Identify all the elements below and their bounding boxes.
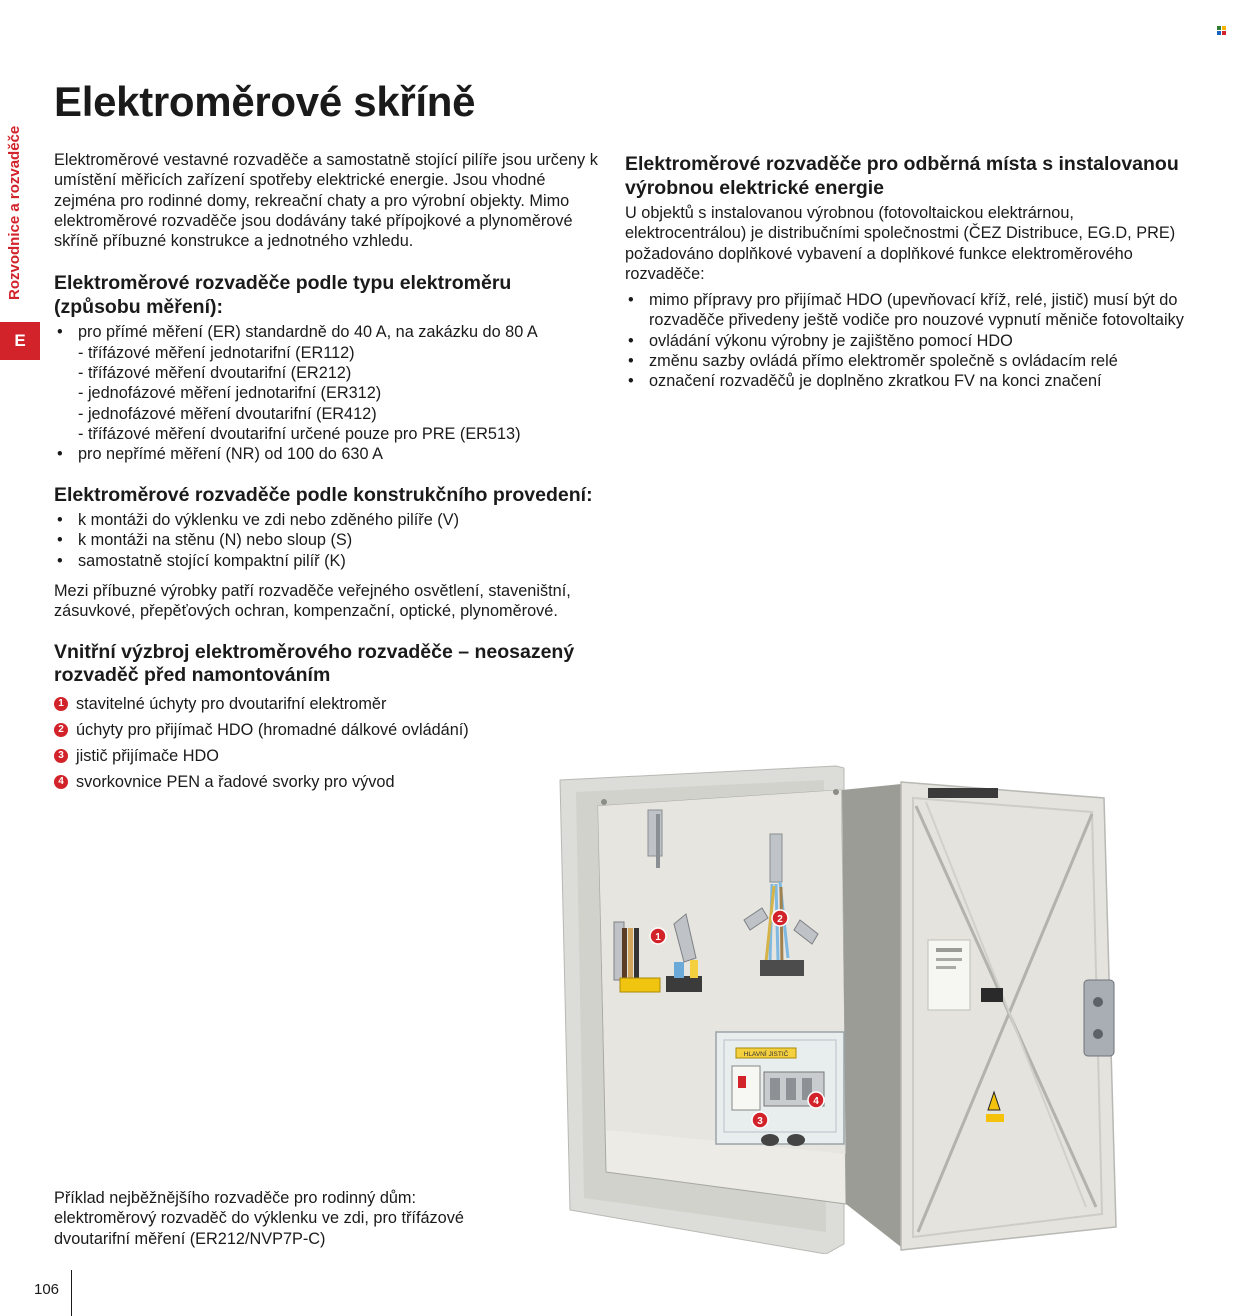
list-item: • pro přímé měření (ER) standardně do 40 A, na zakázku do 80 A [54, 322, 599, 342]
heading-meter-type: Elektroměrové rozvaděče podle typu elektroměru (způsobu měření): [54, 272, 512, 318]
list-item: • označení rozvaděčů je doplněno zkratkou FV na konci značení [625, 371, 1195, 391]
intro-paragraph: Elektroměrové vestavné rozvaděče a samostatně stojící pilíře jsou určeny k umístění měřicích zařízení spotřeby elektrické energie. Jsou vhodné zejména pro rodinné domy, rekreační chaty a pro výrobní objekty. Mimo elektroměrové rozvaděče jsou dodávány také přípojkové a plynoměrové skříně příbuzné konstrukce a jednotného vzhledu. [54, 151, 598, 251]
badge-2 [772, 910, 788, 926]
list-item: • pro nepřímé měření (NR) od 100 do 630 A [54, 444, 599, 464]
list-item: 1 stavitelné úchyty pro dvoutarifní elektroměr [54, 694, 599, 714]
page-number: 106 [34, 1281, 60, 1298]
fv-list [625, 290, 1195, 391]
list-item: 3 jistič přijímače HDO [54, 746, 599, 766]
list-subitem: - jednofázové měření jednotarifní (ER312) [78, 384, 382, 403]
list-item: • samostatně stojící kompaktní pilíř (K) [54, 551, 599, 571]
heading-fv: Elektroměrové rozvaděče pro odběrná místa s instalovanou výrobnou elektrické energie [625, 153, 1179, 199]
page-divider [71, 1270, 72, 1316]
page-title: Elektroměrové skříně [54, 78, 476, 125]
meter-type-list [54, 322, 599, 464]
construction-list [54, 510, 599, 571]
list-item: 4 svorkovnice PEN a řadové svorky pro vývod [54, 772, 599, 792]
list-subitem: - třífázové měření dvoutarifní (ER212) [78, 364, 352, 383]
heading-equipment: Vnitřní výzbroj elektroměrového rozvaděče – neosazený rozvaděč před namontováním [54, 640, 575, 687]
list-item: • k montáži do výklenku ve zdi nebo zděného pilíře (V) [54, 510, 599, 530]
badge-1 [650, 928, 666, 944]
list-item: • ovládání výkonu výrobny je zajištěno pomocí HDO [625, 331, 1195, 351]
svg-text:4: 4 [813, 1096, 819, 1107]
badge-3 [752, 1112, 768, 1128]
svg-text:1: 1 [655, 932, 661, 943]
side-section-label: Rozvodnice a rozvaděče [6, 125, 23, 300]
svg-text:3: 3 [757, 1116, 763, 1127]
list-subitem: - jednofázové měření dvoutarifní (ER412) [78, 404, 377, 423]
related-products: Mezi příbuzné výrobky patří rozvaděče veřejného osvětlení, staveništní, zásuvkové, přepěťových ochran, kompenzační, optické, plynoměrové. [54, 581, 571, 621]
number-badge: 4 [54, 775, 68, 789]
number-badge: 1 [54, 697, 68, 711]
photo-caption: Příklad nejběžnějšího rozvaděče pro rodinný dům: elektroměrový rozvaděč do výklenku ve zdi, pro třífázové dvoutarifní měření (ER212/NVP7P-C) [54, 1189, 464, 1248]
right-column [625, 153, 1195, 392]
list-subitem: - třífázové měření jednotarifní (ER112) [78, 343, 355, 362]
number-badge: 3 [54, 749, 68, 763]
svg-text:2: 2 [777, 914, 783, 925]
list-item: • k montáži na stěnu (N) nebo sloup (S) [54, 530, 599, 550]
cabinet-photo [556, 762, 1128, 1254]
color-mark [1217, 26, 1226, 35]
heading-construction: Elektroměrové rozvaděče podle konstrukčního provedení: [54, 483, 593, 506]
list-subitem: - třífázové měření dvoutarifní určené pouze pro PRE (ER513) [78, 424, 521, 443]
list-item: 2 úchyty pro přijímač HDO (hromadné dálkové ovládání) [54, 720, 599, 740]
list-item: • změnu sazby ovládá přímo elektroměr společně s ovládacím relé [625, 351, 1195, 371]
number-badge: 2 [54, 723, 68, 737]
left-column [54, 150, 599, 799]
equipment-list [54, 694, 599, 793]
list-item: • mimo přípravy pro přijímač HDO (upevňovací kříž, relé, jistič) musí být do rozvaděče přivedeny ještě vodiče pro nouzové vypnutí měniče fotovoltaiky [625, 290, 1195, 331]
section-tab[interactable]: E [0, 322, 40, 360]
badge-4 [808, 1092, 824, 1108]
fv-intro: U objektů s instalovanou výrobnou (fotovoltaickou elektrárnou, elektrocentrálou) je distribučními společnostmi (ČEZ Distribuce, EG.D, PRE) požadováno doplňkové vybavení a doplňkové funkce elektroměrového rozvaděče: [625, 204, 1176, 283]
breaker-label: HLAVNÍ JISTIČ [743, 1051, 789, 1058]
